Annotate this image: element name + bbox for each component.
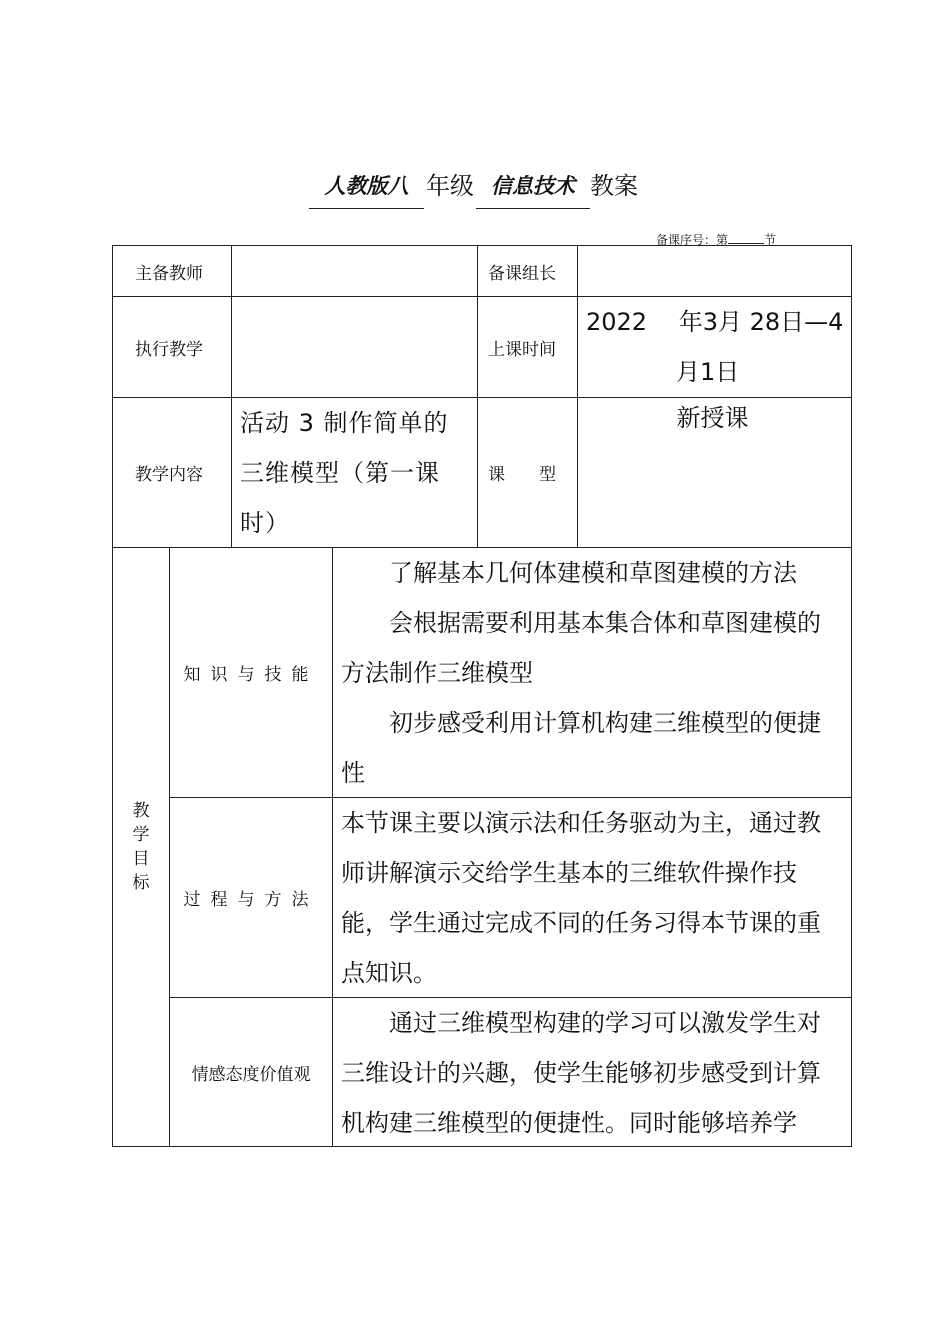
process-label: 过程与方法 [169,797,333,998]
lead-teacher-field[interactable] [231,245,478,297]
lead-teacher-label: 主备教师 [112,245,232,297]
title-suffix: 教案 [590,172,638,200]
class-time-line-2: 月1日 [676,358,740,386]
serial-blank[interactable] [728,234,764,244]
knowledge-point-1: 了解基本几何体建模和草图建模的方法 [389,559,797,587]
content-label: 教学内容 [112,397,232,548]
title-edition: 人教版八 [309,168,424,209]
executor-label: 执行教学 [112,296,232,398]
title-subject: 信息技术 [476,168,590,209]
content-field[interactable]: 活动 3 制作简单的三维模型（第一课时） [231,397,478,548]
knowledge-point-3: 初步感受利用计算机构建三维模型的便捷性 [341,709,821,787]
executor-field[interactable] [231,296,478,398]
document-title [0,168,950,212]
process-field[interactable]: 本节课主要以演示法和任务驱动为主，通过教师讲解演示交给学生基本的三维软件操作技能，学生通过完成不同的任务习得本节课的重点知识。 [332,797,852,998]
serial-prefix: 备课序号：第 [656,233,729,247]
lesson-plan-table [112,245,852,1147]
group-leader-field[interactable] [577,245,852,297]
class-time-label: 上课时间 [477,296,578,398]
group-leader-label: 备课组长 [477,245,578,297]
knowledge-field[interactable] [332,547,852,798]
attitude-field[interactable]: 通过三维模型构建的学习可以激发学生对三维设计的兴趣，使学生能够初步感受到计算机构建三维模型的便捷性。同时能够培养学 [332,997,852,1147]
lesson-type-field[interactable]: 新授课 [577,397,852,548]
knowledge-label: 知识与技能 [169,547,333,798]
knowledge-point-2: 会根据需要利用基本集合体和草图建模的方法制作三维模型 [341,609,821,687]
attitude-label: 情感态度价值观 [169,997,333,1147]
objectives-label: 教学目标 [112,547,170,1147]
lesson-type-label: 课 型 [477,397,578,548]
serial-suffix: 节 [764,233,777,247]
title-grade-word: 年级 [426,172,474,200]
class-time-field[interactable] [577,296,852,398]
class-time-line-1: 2022 年3月 28日—4 [586,308,844,336]
